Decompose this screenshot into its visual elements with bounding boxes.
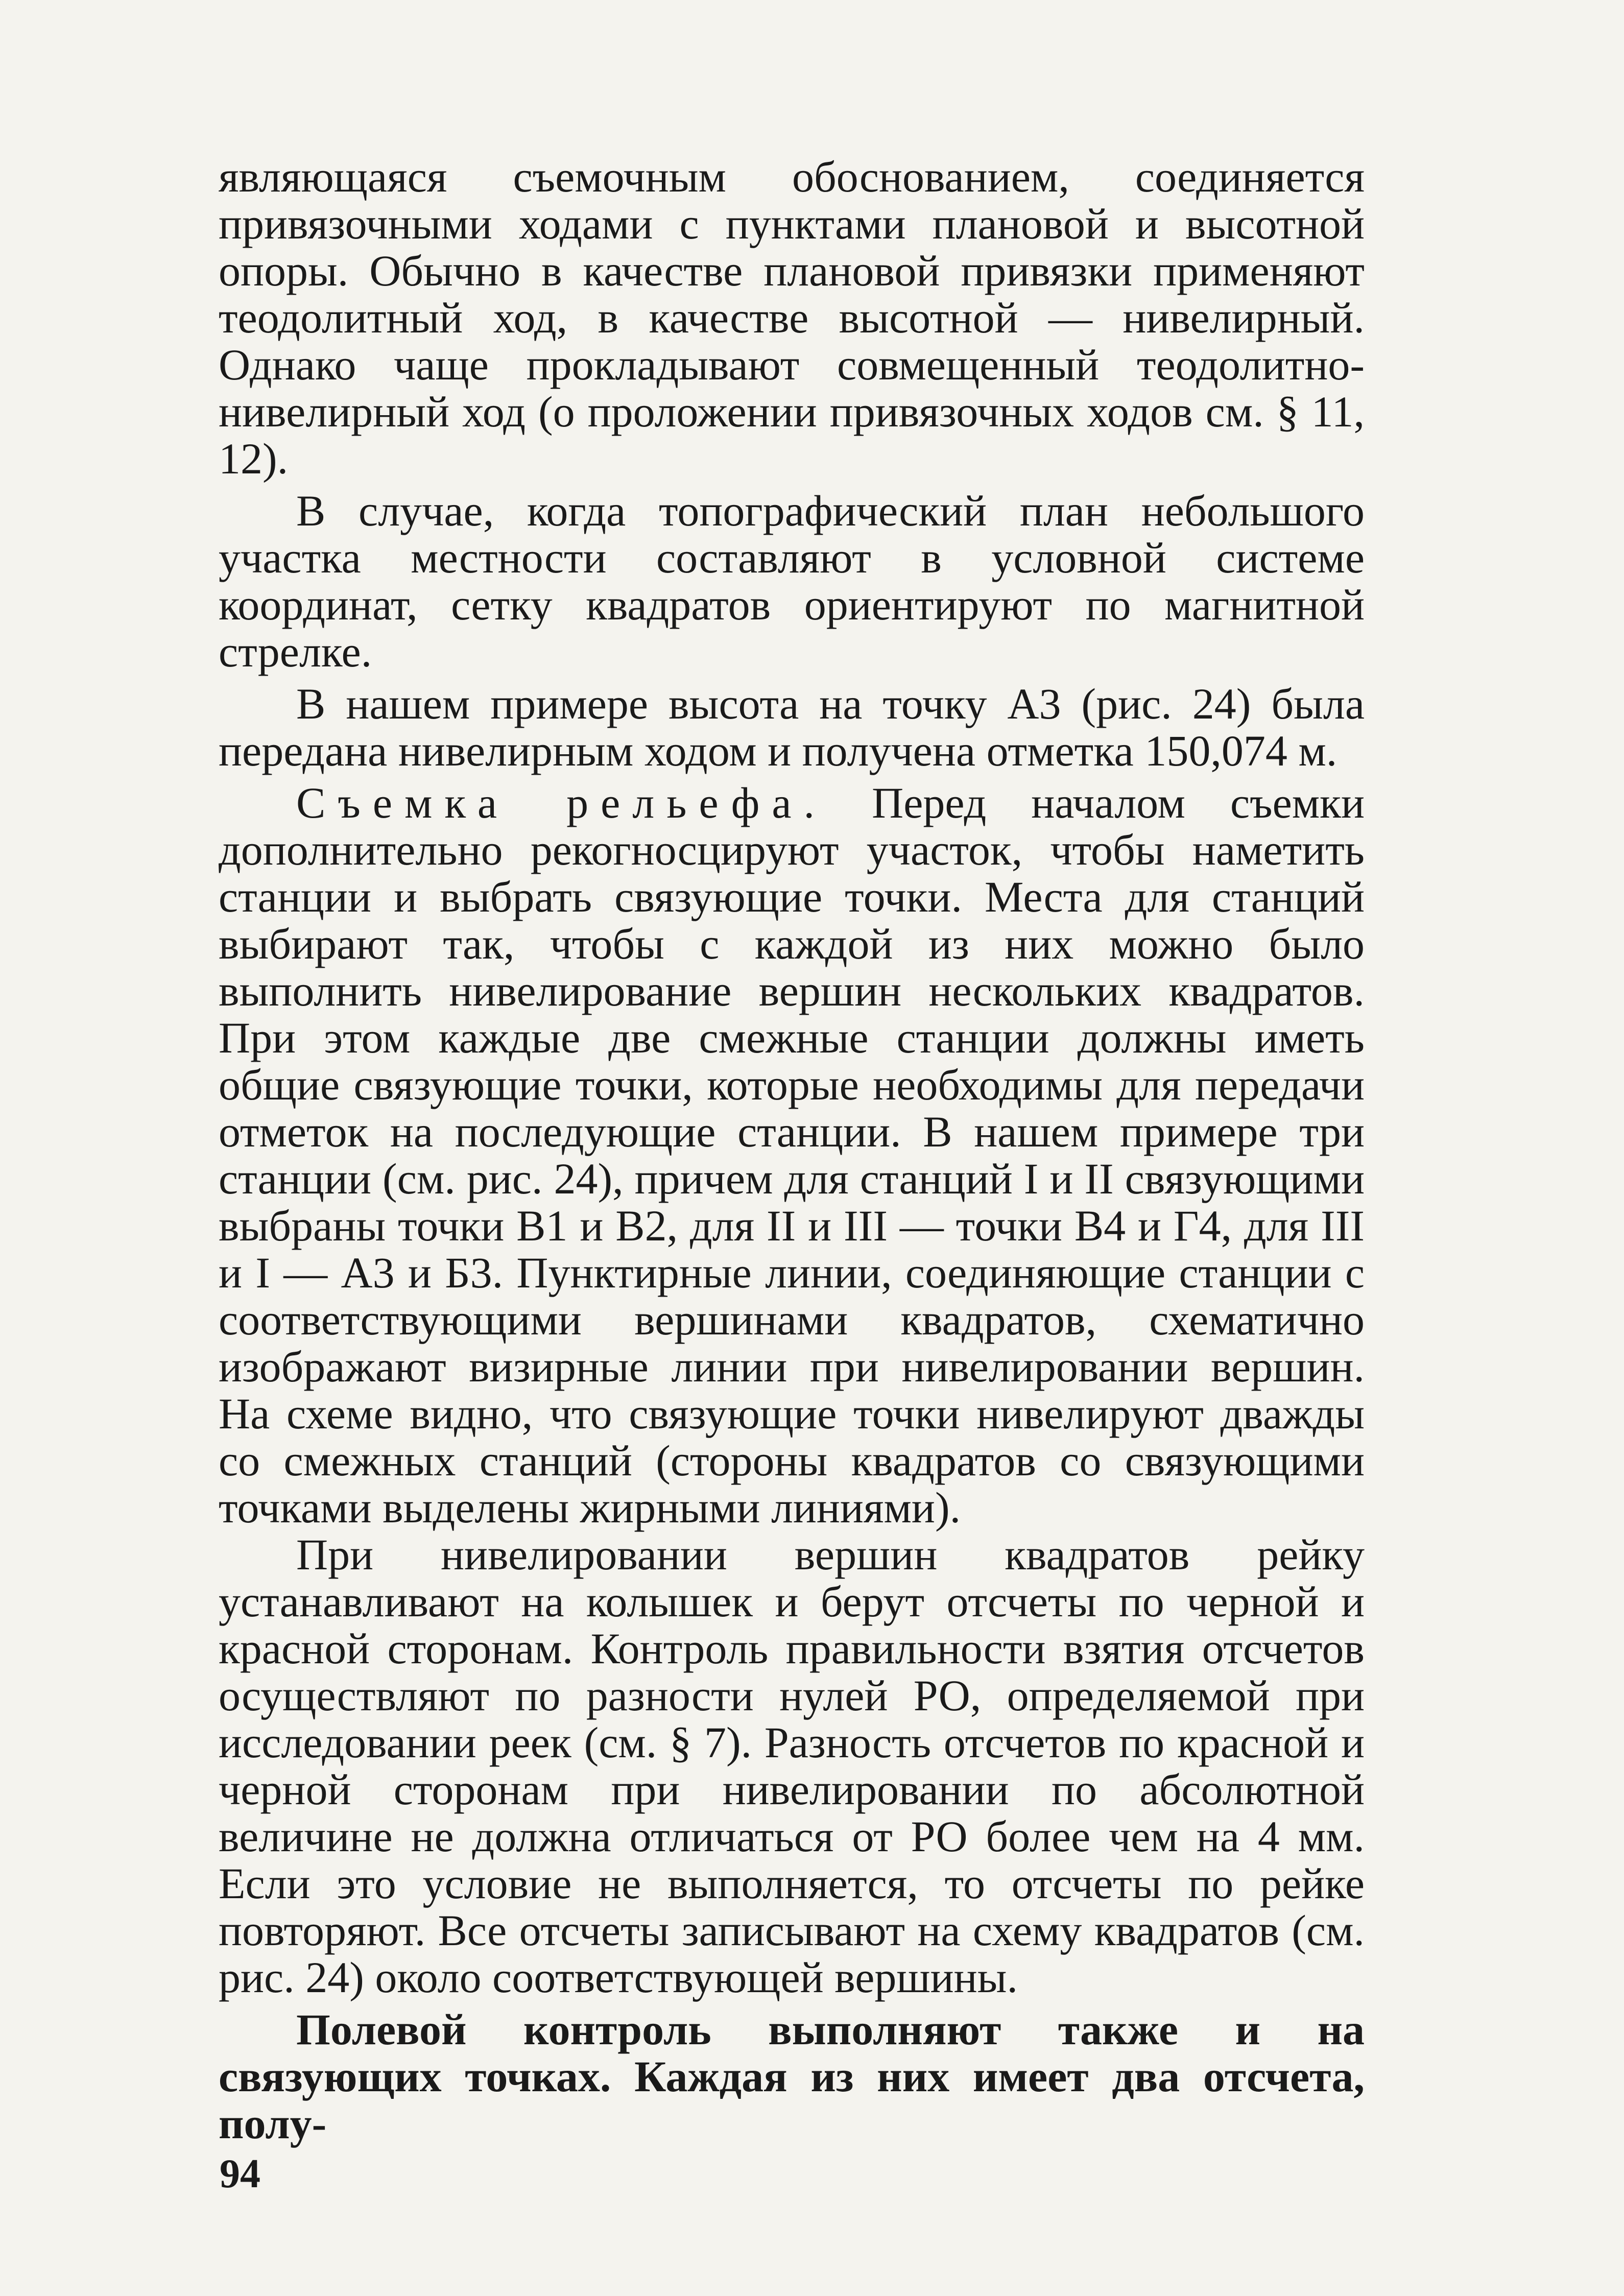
page-body	[219, 153, 1365, 2147]
paragraph-3: В нашем примере высота на точку А3 (рис. 24) была передана нивелирным ходом и получена отметка 150,074 м.	[219, 679, 1365, 775]
paragraph-4-text: Перед началом съемки дополнительно рекогносцируют участок, чтобы наметить станции и выбрать связующие точки. Места для станций выбирают так, чтобы с каждой из них можно было выполнить нивелирование вершин нескольких квадратов. При этом каждые две смежные станции должны иметь общие связующие точки, которые необходимы для передачи отметок на последующие станции. В нашем примере три станции (см. рис. 24), причем для станций I и II связующими выбраны точки В1 и В2, для II и III — точки В4 и Г4, для III и I — А3 и Б3. Пунктирные линии, соединяющие станции с соответствующими вершинами квадратов, схематично изображают визирные линии при нивелировании вершин. На схеме видно, что связующие точки нивелируют дважды со смежных станций (стороны квадратов со связующими точками выделены жирными линиями).	[219, 778, 1365, 1532]
paragraph-6: Полевой контроль выполняют также и на связующих точках. Каждая из них имеет два отсчета, полу-	[219, 2005, 1365, 2148]
page-number: 94	[220, 2151, 260, 2196]
paragraph-5: При нивелировании вершин квадратов рейку устанавливают на колышек и берут отсчеты по черной и красной сторонам. Контроль правильности взятия отсчетов осуществляют по разности нулей РО, определяемой при исследовании реек (см. § 7). Разность отсчетов по красной и черной сторонам при нивелировании по абсолютной величине не должна отличаться от РО более чем на 4 мм. Если это условие не выполняется, то отсчеты по рейке повторяют. Все отсчеты записывают на схему квадратов (см. рис. 24) около соответствующей вершины.	[219, 1530, 1365, 2002]
paragraph-4	[219, 779, 1365, 1531]
paragraph-1: являющаяся съемочным обоснованием, соединяется привязочными ходами с пунктами плановой и высотной опоры. Обычно в качестве плановой привязки применяют теодолитный ход, в качестве высотной — нивелирный. Однако чаще прокладывают совмещенный теодолитно-нивелирный ход (о проложении привязочных ходов см. § 11, 12).	[219, 152, 1365, 483]
section-heading: Съемка рельефа.	[296, 778, 827, 827]
paragraph-2: В случае, когда топографический план небольшого участка местности составляют в условной системе координат, сетку квадратов ориентируют по магнитной стрелке.	[219, 486, 1365, 676]
